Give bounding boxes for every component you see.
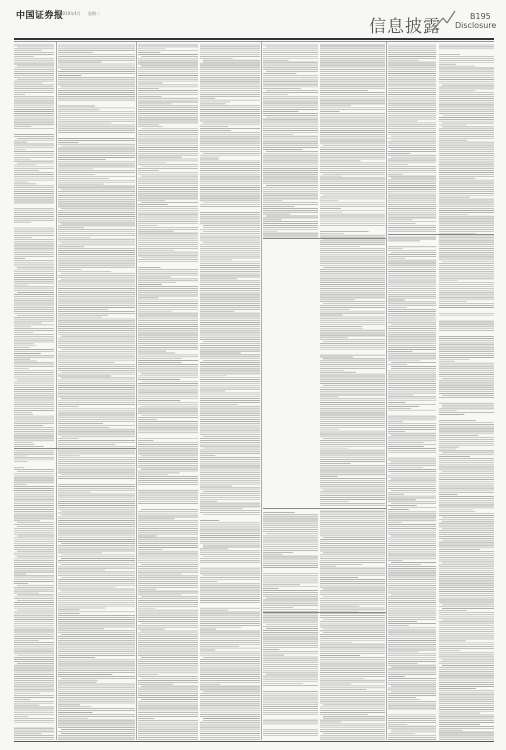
masthead-rule <box>14 38 494 40</box>
notice-divider <box>263 508 386 509</box>
notice-divider <box>14 448 136 449</box>
issue-meta <box>60 11 106 17</box>
column-text-texture <box>138 42 198 742</box>
notice-divider <box>263 238 386 239</box>
column-6 <box>320 42 385 742</box>
column-4 <box>200 42 260 742</box>
disclosure-slash-icon <box>430 9 456 33</box>
column-3 <box>138 42 198 742</box>
column-1-margin <box>14 42 54 742</box>
column-divider <box>56 42 57 740</box>
masthead <box>0 0 506 40</box>
column-text-texture <box>200 42 260 742</box>
column-text-texture <box>388 42 436 742</box>
column-text-texture <box>14 42 54 742</box>
column-text-texture <box>320 42 385 742</box>
newspaper-logo: 中国证券报 <box>16 11 64 21</box>
column-8 <box>439 42 494 742</box>
column-text-texture <box>58 42 135 742</box>
column-2 <box>58 42 135 742</box>
issue-day: 星期二 <box>88 11 101 16</box>
bottom-rule <box>14 741 494 742</box>
column-7 <box>388 42 436 742</box>
column-text-texture <box>263 42 318 742</box>
column-divider <box>386 42 387 740</box>
section-title: 信息披露 <box>369 17 441 37</box>
column-5 <box>263 42 318 742</box>
notice-divider <box>263 612 386 613</box>
column-divider <box>261 42 262 740</box>
section-english-title: Disclosure <box>455 21 497 30</box>
notice-divider <box>388 234 494 235</box>
page-number: B195 <box>470 12 491 21</box>
column-text-texture <box>439 42 494 742</box>
column-divider <box>136 42 137 740</box>
issue-date: 2019年4月 <box>60 11 81 16</box>
